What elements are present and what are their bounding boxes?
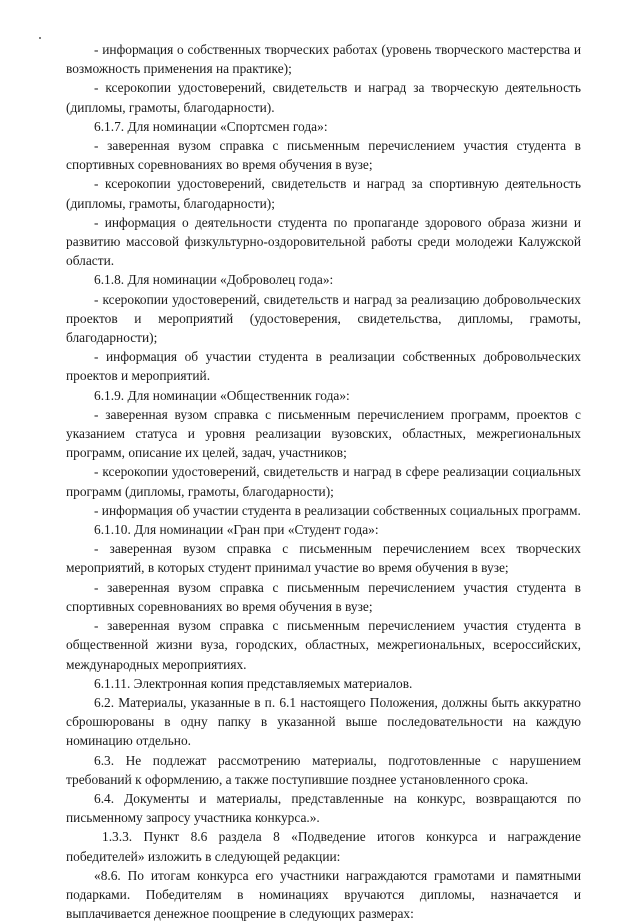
paragraph: - информация о деятельности студента по пропаганде здорового образа жизни и развитию массовой физкультурно-оздоровительной работы среди молодежи Калужской области. (66, 214, 581, 269)
paragraph: 6.1.11. Электронная копия представляемых материалов. (94, 675, 413, 691)
paragraph: 6.1.10. Для номинации «Гран при «Студент года»: (94, 522, 379, 538)
scan-speck (39, 37, 41, 39)
paragraph: 6.4. Документы и материалы, представленные на конкурс, возвращаются по письменному запросу участника конкурса.». (66, 790, 581, 826)
paragraph: - ксерокопии удостоверений, свидетельств и наград за реализацию добровольческих проектов и мероприятий (удостоверения, свидетельства, дипломы, грамоты, благодарности); (66, 291, 581, 346)
paragraph: 6.1.8. Для номинации «Доброволец года»: (94, 272, 334, 288)
paragraph: 6.1.9. Для номинации «Общественник года»: (94, 387, 350, 403)
document-body (66, 40, 581, 923)
paragraph: 1.3.3. Пункт 8.6 раздела 8 «Подведение итогов конкурса и награждение победителей» изложить в следующей редакции: (66, 829, 581, 864)
paragraph: - заверенная вузом справка с письменным перечислением участия студента в спортивных соревнованиях во время обучения в вузе; (66, 138, 581, 173)
paragraph: - заверенная вузом справка с письменным перечислением участия студента в спортивных соревнованиях во время обучения в вузе; (66, 579, 581, 614)
paragraph: - ксерокопии удостоверений, свидетельств и наград за творческую деятельность (дипломы, грамоты, благодарности). (66, 80, 581, 115)
paragraph: - заверенная вузом справка с письменным перечислением программ, проектов с указанием статуса и уровня реализации вузовских, областных, межрегиональных программ, описание их целей, задач, участников; (66, 406, 581, 461)
paragraph: - информация об участии студента в реализации собственных добровольческих проектов и мероприятий. (66, 349, 581, 384)
paragraph: 6.1.7. Для номинации «Спортсмен года»: (94, 118, 328, 134)
paragraph: - ксерокопии удостоверений, свидетельств и наград за спортивную деятельность (дипломы, грамоты, благодарности); (66, 176, 581, 211)
paragraph: - информация о собственных творческих работах (уровень творческого мастерства и возможность применения на практике); (66, 42, 581, 77)
paragraph: «8.6. По итогам конкурса его участники награждаются грамотами и памятными подарками. Победителям в номинациях вручаются дипломы, назначается и выплачивается денежное поощрение в следующих размерах: (66, 867, 581, 922)
paragraph: 6.3. Не подлежат рассмотрению материалы, подготовленные с нарушением требований к оформлению, а также поступившие позднее установленного срока. (66, 752, 581, 787)
paragraph: 6.2. Материалы, указанные в п. 6.1 настоящего Положения, должны быть аккуратно сброшюрованы в одну папку в указанной выше последовательности на каждую номинацию отдельно. (66, 694, 581, 749)
paragraph: - заверенная вузом справка с письменным перечислением всех творческих мероприятий, в которых студент принимал участие во время обучения в вузе; (66, 541, 581, 576)
paragraph: - заверенная вузом справка с письменным перечислением участия студента в общественной жизни вуза, городских, областных, межрегиональных, всероссийских, международных мероприятиях. (66, 618, 581, 672)
paragraph: - информация об участии студента в реализации собственных социальных программ. (94, 502, 581, 518)
paragraph: - ксерокопии удостоверений, свидетельств и наград в сфере реализации социальных программ (дипломы, грамоты, благодарности); (66, 464, 581, 499)
